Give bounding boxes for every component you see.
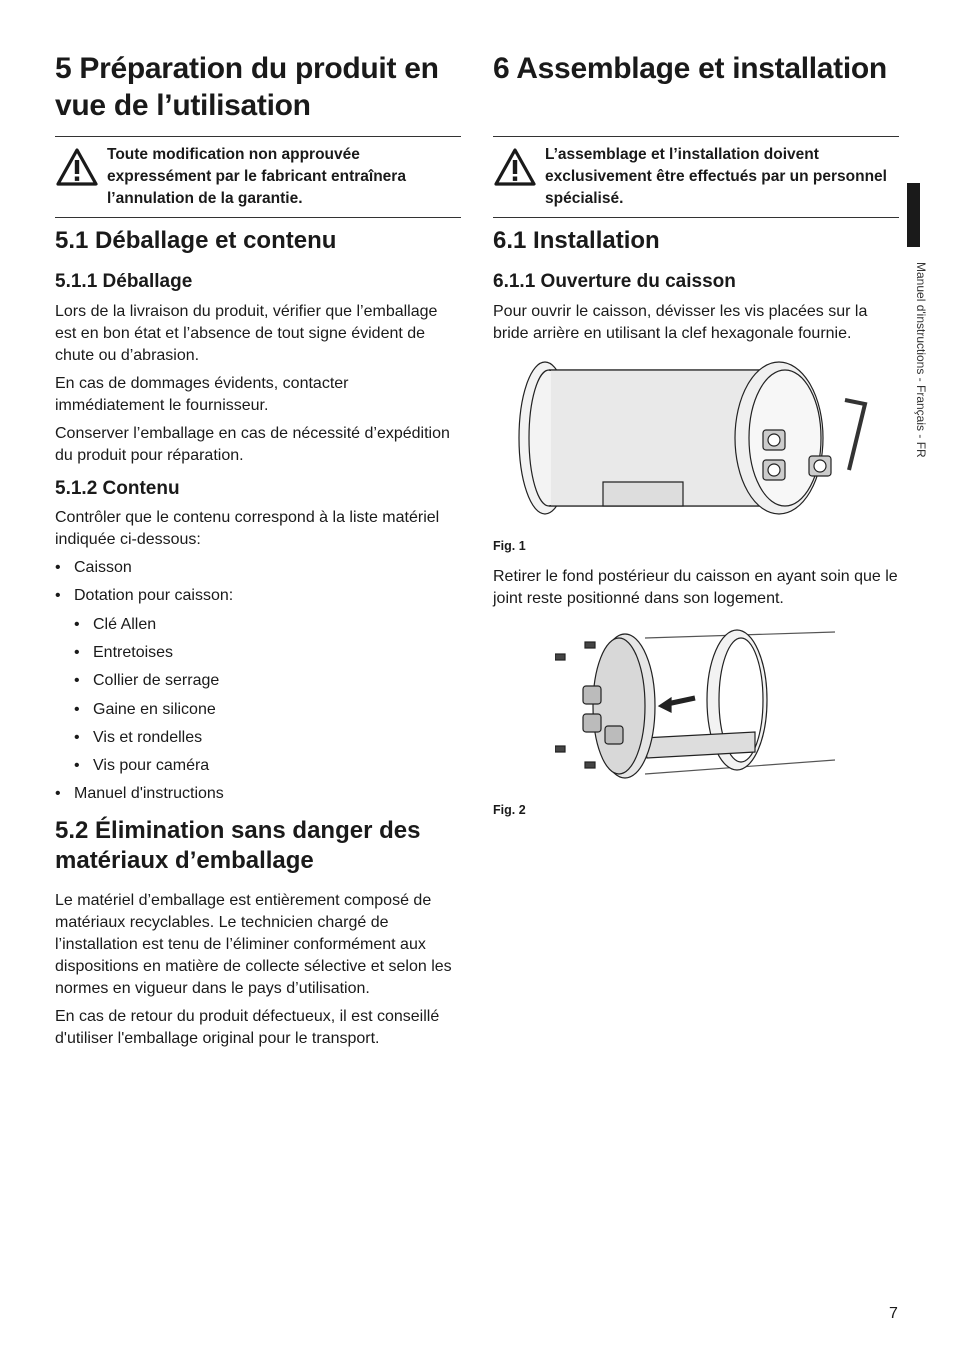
page-number: 7 <box>889 1305 898 1322</box>
side-running-header: Manuel d'instructions - Français - FR <box>914 262 928 458</box>
warning-icon <box>55 147 99 187</box>
figure-1-housing-illustration <box>515 360 905 522</box>
sub-list-item: • Vis pour caméra <box>93 755 209 777</box>
sub-list-item: • Collier de serrage <box>93 670 219 692</box>
chapter-6-title: 6 Assemblage et installation <box>493 52 887 85</box>
warning-box <box>493 136 899 218</box>
sub-list-item: • Gaine en silicone <box>93 699 216 721</box>
section-5-1-1-title: 5.1.1 Déballage <box>55 271 193 292</box>
section-5-1-2-title: 5.1.2 Contenu <box>55 478 180 499</box>
section-6-1-1-title: 6.1.1 Ouverture du caisson <box>493 271 736 292</box>
paragraph: En cas de dommages évidents, contacter immédiatement le fournisseur. <box>55 375 349 414</box>
figure-2-label: Fig. 2 <box>493 803 526 817</box>
section-tab-marker <box>907 183 920 247</box>
warning-text: L’assemblage et l’installation doivent exclusivement être effectués par un personnel spécialisé. <box>545 146 887 207</box>
section-5-1-title: 5.1 Déballage et contenu <box>55 227 337 254</box>
warning-box <box>55 136 461 218</box>
warning-icon <box>493 147 537 187</box>
list-item: • Manuel d'instructions <box>74 783 224 805</box>
section-6-1-title: 6.1 Installation <box>493 227 660 254</box>
figure-1-label: Fig. 1 <box>493 539 526 553</box>
paragraph: Pour ouvrir le caisson, dévisser les vis placées sur la bride arrière en utilisant la clef hexagonale fournie. <box>493 303 868 342</box>
section-5-2-title: 5.2 Élimination sans danger des matériaux d’emballage <box>55 817 421 874</box>
sub-list-item: • Vis et rondelles <box>93 727 202 749</box>
list-item: • Dotation pour caisson: <box>74 585 233 607</box>
list-item: • Caisson <box>74 557 132 579</box>
paragraph: Le matériel d’emballage est entièrement composé de matériaux recyclables. Le technicien chargé de l’installation est tenu de l’éliminer conformément aux dispositions en matière de collecte sélective et selon les normes en vigueur dans le pays d’utilisation. <box>55 892 452 997</box>
figure-2-rear-cover-illustration <box>555 628 837 783</box>
sub-list-item: • Clé Allen <box>93 614 156 636</box>
sub-list-item: • Entretoises <box>93 642 173 664</box>
paragraph: En cas de retour du produit défectueux, il est conseillé d'utiliser l'emballage original pour le transport. <box>55 1008 440 1047</box>
warning-text: Toute modification non approuvée expressément par le fabricant entraînera l’annulation de la garantie. <box>107 146 406 207</box>
paragraph: Conserver l’emballage en cas de nécessité d’expédition du produit pour réparation. <box>55 425 450 464</box>
paragraph: Retirer le fond postérieur du caisson en ayant soin que le joint reste positionné dans son logement. <box>493 568 898 607</box>
paragraph: Lors de la livraison du produit, vérifier que l’emballage est en bon état et l’absence de tout signe évident de chute ou d’abrasion. <box>55 303 438 364</box>
chapter-5-title: 5 Préparation du produit en vue de l’utilisation <box>55 52 439 122</box>
paragraph: Contrôler que le contenu correspond à la liste matériel indiquée ci-dessous: <box>55 509 440 548</box>
